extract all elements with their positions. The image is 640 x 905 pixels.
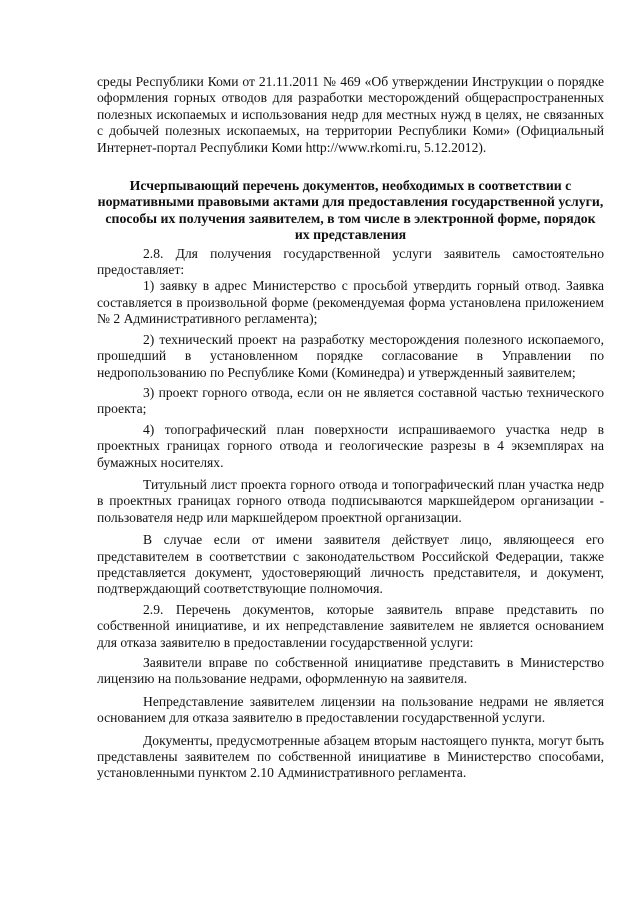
paragraph-2-8: 2.8. Для получения государственной услуги заявитель самостоятельно предоставляет:	[97, 245, 604, 278]
list-item-4: 4) топографический план поверхности испрашиваемого участка недр в проектных границах горного отвода и геологические разрезы в 4 экземплярах на бумажных носителях.	[97, 421, 604, 470]
list-item-3: 3) проект горного отвода, если он не является составной частью технического проекта;	[97, 384, 604, 417]
paragraph-non-submission: Непредставление заявителем лицензии на пользование недрами не является основанием для отказа заявителю в предоставлении государственной услуги.	[97, 693, 604, 726]
intro-paragraph: среды Республики Коми от 21.11.2011 № 469 «Об утверждении Инструкции о порядке оформления горных отводов для разработки месторождений общераспространенных полезных ископаемых и использования недр для местных нужд в целях, не связанных с добычей полезных ископаемых, на территории Республики Коми» (Официальный Интернет-портал Республики Коми http://www.rkomi.ru, 5.12.2012).	[97, 74, 604, 155]
paragraph-title-sheet: Титульный лист проекта горного отвода и топографический план участка недр в проектных границах горного отвода подписываются маркшейдером организации - пользователя недр или маркшейдером проектной организации.	[97, 476, 604, 525]
list-item-2: 2) технический проект на разработку месторождения полезного ископаемого, прошедший в установленном порядке согласование в Управлении по недропользованию по Республике Коми (Коминедра) и утвержденный заявителем;	[97, 331, 604, 380]
list-item-1: 1) заявку в адрес Министерство с просьбой утвердить горный отвод. Заявка составляется в произвольной форме (рекомендуемая форма установлена приложением № 2 Административного регламента);	[97, 278, 604, 327]
paragraph-documents: Документы, предусмотренные абзацем вторым настоящего пункта, могут быть представлены заявителем по собственной инициативе в Министерство способами, установленными пунктом 2.10 Административного регламента.	[97, 732, 604, 781]
document-page	[97, 74, 604, 782]
paragraph-license: Заявители вправе по собственной инициативе представить в Министерство лицензию на пользование недрами, оформленную на заявителя.	[97, 655, 604, 687]
paragraph-representative: В случае если от имени заявителя действует лицо, являющееся его представителем в соответствии с законодательством Российской Федерации, также представляется документ, удостоверяющий личность представителя, и документ, подтверждающий соответствующие полномочия.	[97, 532, 604, 597]
section-heading: Исчерпывающий перечень документов, необходимых в соответствии с нормативными правовыми актами для предоставления государственной услуги, способы их получения заявителем, в том числе в электронной форме, порядок их представления	[97, 178, 604, 243]
paragraph-2-9: 2.9. Перечень документов, которые заявитель вправе представить по собственной инициативе, и их непредставление заявителем не является основанием для отказа заявителю в предоставлении государственной услуги:	[97, 601, 604, 650]
